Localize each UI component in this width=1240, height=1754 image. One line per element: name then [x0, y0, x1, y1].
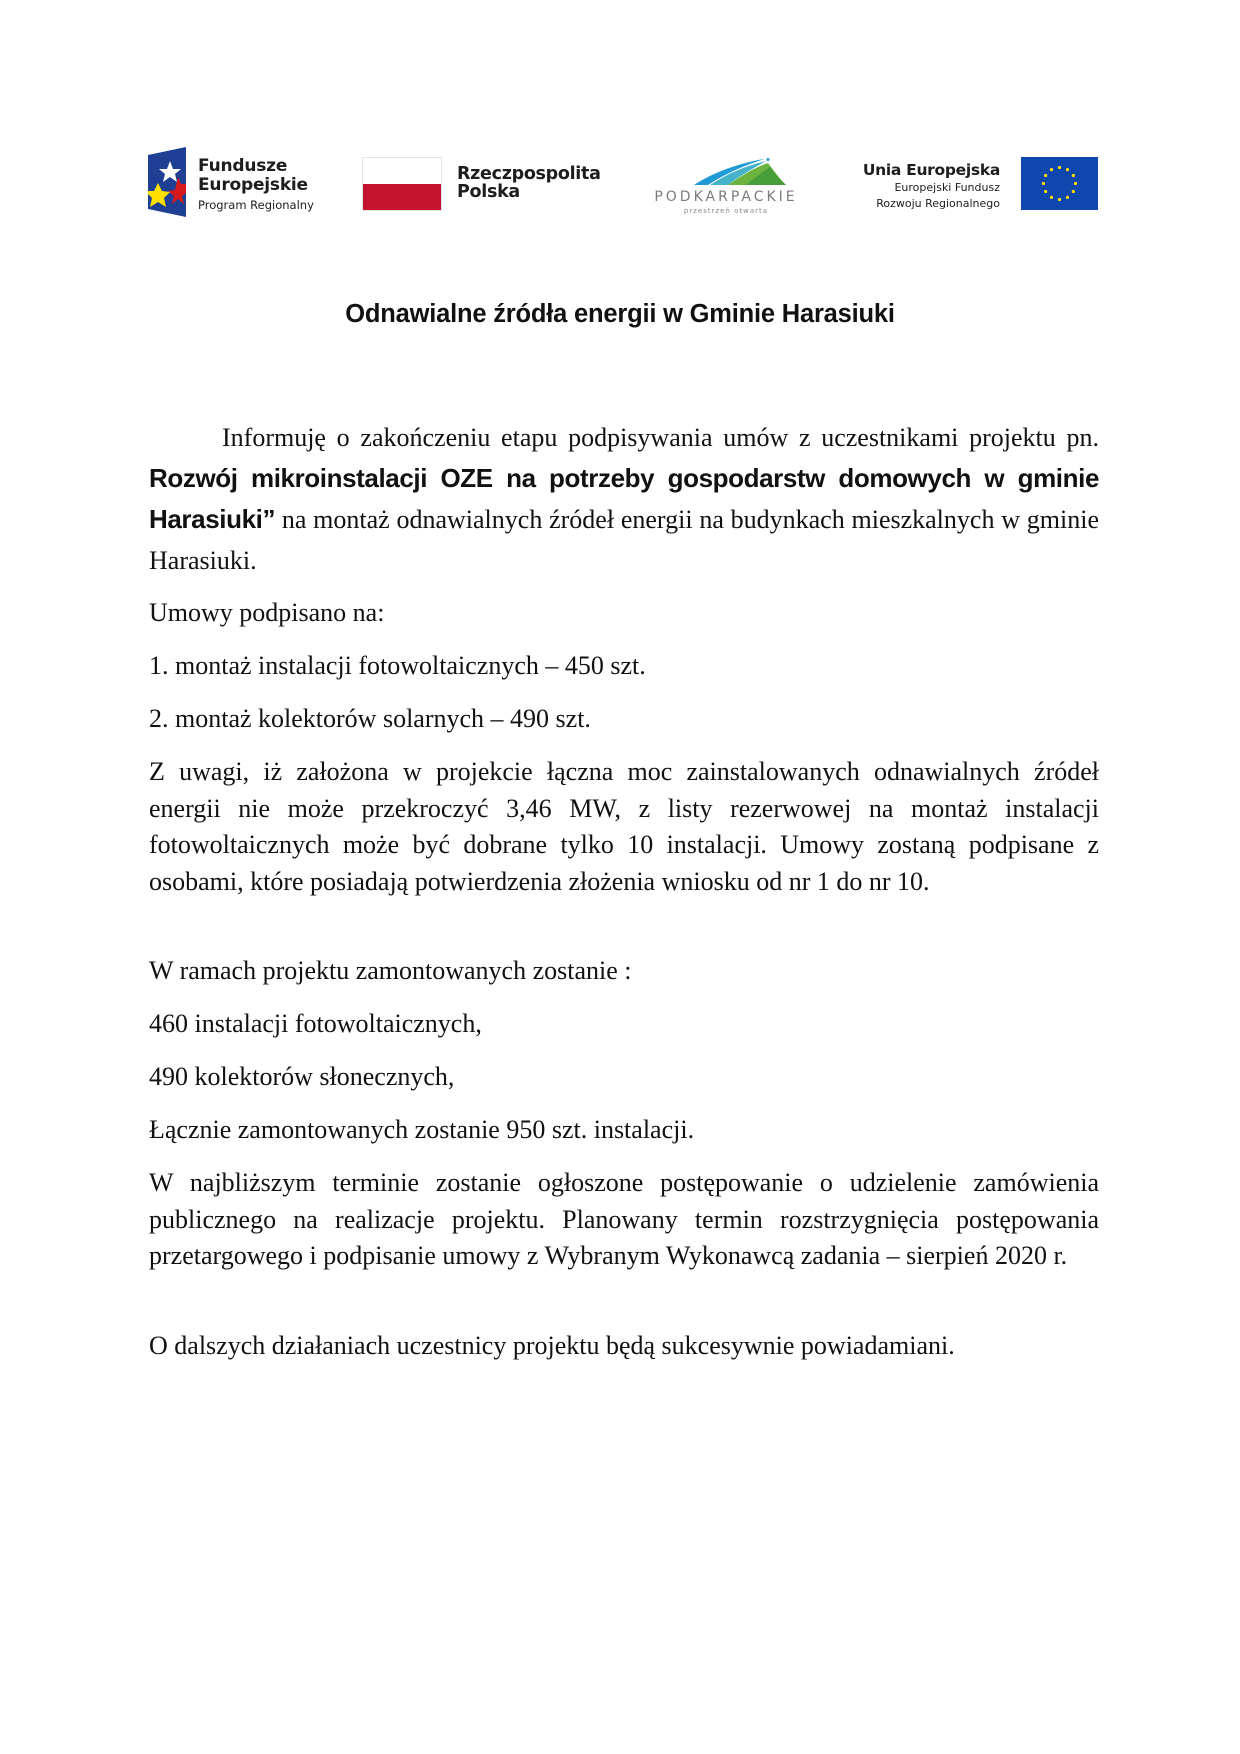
eu-star-icon — [1042, 182, 1045, 185]
podkarpackie-hills-icon — [686, 157, 786, 187]
procurement-paragraph: W najbliższym terminie zostanie ogłoszone postępowanie o udzielenie zamówienia publicznego na realizacje projektu. Planowany termin rozstrzygnięcia postępowania przetargowego i podpisanie umowy z Wybranym Wykonawcą zadania – sierpień 2020 r. — [149, 1168, 1099, 1270]
logo-strip — [148, 145, 1098, 221]
eu-star-icon — [1066, 196, 1069, 199]
intro-text-1: Informuję o zakończeniu etapu podpisywania umów z uczestnikami projektu pn. — [222, 423, 1099, 452]
closing-paragraph: O dalszych działaniach uczestnicy projektu będą sukcesywnie powiadamiani. — [149, 1331, 955, 1360]
eu-star-icon — [1058, 166, 1061, 169]
logo-podkarpackie — [648, 145, 798, 221]
polish-flag-icon — [362, 157, 442, 211]
eu-star-icon — [1050, 196, 1053, 199]
contracts-heading: Umowy podpisano na: — [149, 598, 385, 627]
logo-unia-europejska — [848, 145, 1098, 221]
unia-line1: Unia Europejska — [862, 161, 1000, 179]
logo-rzeczpospolita-polska — [362, 145, 602, 221]
eu-star-icon — [1072, 174, 1075, 177]
eu-star-icon — [1044, 174, 1047, 177]
fundusze-europejskie-flag-icon — [148, 147, 186, 217]
logo-fundusze-europejskie — [148, 145, 328, 221]
eu-star-icon — [1050, 168, 1053, 171]
fundusze-line1: Fundusze — [198, 156, 288, 176]
rzeczpospolita-line2: Polska — [457, 182, 520, 202]
eu-flag-icon — [1021, 157, 1098, 210]
rzeczpospolita-line1: Rzeczpospolita — [457, 164, 601, 184]
contract-item-1: 1. montaż instalacji fotowoltaicznych – 450 szt. — [149, 651, 646, 680]
intro-paragraph — [149, 417, 1099, 581]
contract-item-2: 2. montaż kolektorów solarnych – 490 szt. — [149, 704, 591, 733]
unia-line2: Europejski Fundusz — [894, 181, 1000, 194]
reserve-paragraph: Z uwagi, iż założona w projekcie łączna moc zainstalowanych odnawialnych źródeł energii nie może przekroczyć 3,46 MW, z listy rezerwowej na montaż instalacji fotowoltaicznych może być dobrane tylko 10 instalacji. Umowy zostaną podpisane z osobami, które posiadają potwierdzenia złożenia wniosku od nr 1 do nr 10. — [149, 757, 1099, 896]
podkarpackie-tagline: przestrzeń otwarta — [683, 207, 769, 215]
eu-star-icon — [1074, 182, 1077, 185]
podkarpackie-name: PODKARPACKIE — [654, 189, 798, 205]
eu-star-icon — [1044, 190, 1047, 193]
eu-star-icon — [1058, 198, 1061, 201]
summary-item-2: 490 kolektorów słonecznych, — [149, 1062, 455, 1091]
summary-heading: W ramach projektu zamontowanych zostanie : — [149, 956, 632, 985]
document-title: Odnawialne źródła energii w Gminie Harasiuki — [345, 300, 895, 328]
project-name: Rozwój mikroinstalacji OZE na potrzeby gospodarstw domowych w gminie Harasiuki” — [149, 463, 1099, 534]
eu-star-icon — [1072, 190, 1075, 193]
eu-star-icon — [1066, 168, 1069, 171]
unia-line3: Rozwoju Regionalnego — [876, 197, 1000, 210]
summary-item-1: 460 instalacji fotowoltaicznych, — [149, 1009, 482, 1038]
fundusze-line2: Europejskie — [198, 175, 308, 195]
intro-text-2: na montaż odnawialnych źródeł energii na budynkach mieszkalnych w gminie Harasiuki. — [149, 505, 1099, 575]
summary-total: Łącznie zamontowanych zostanie 950 szt. instalacji. — [149, 1115, 695, 1144]
fundusze-line3: Program Regionalny — [198, 198, 314, 212]
